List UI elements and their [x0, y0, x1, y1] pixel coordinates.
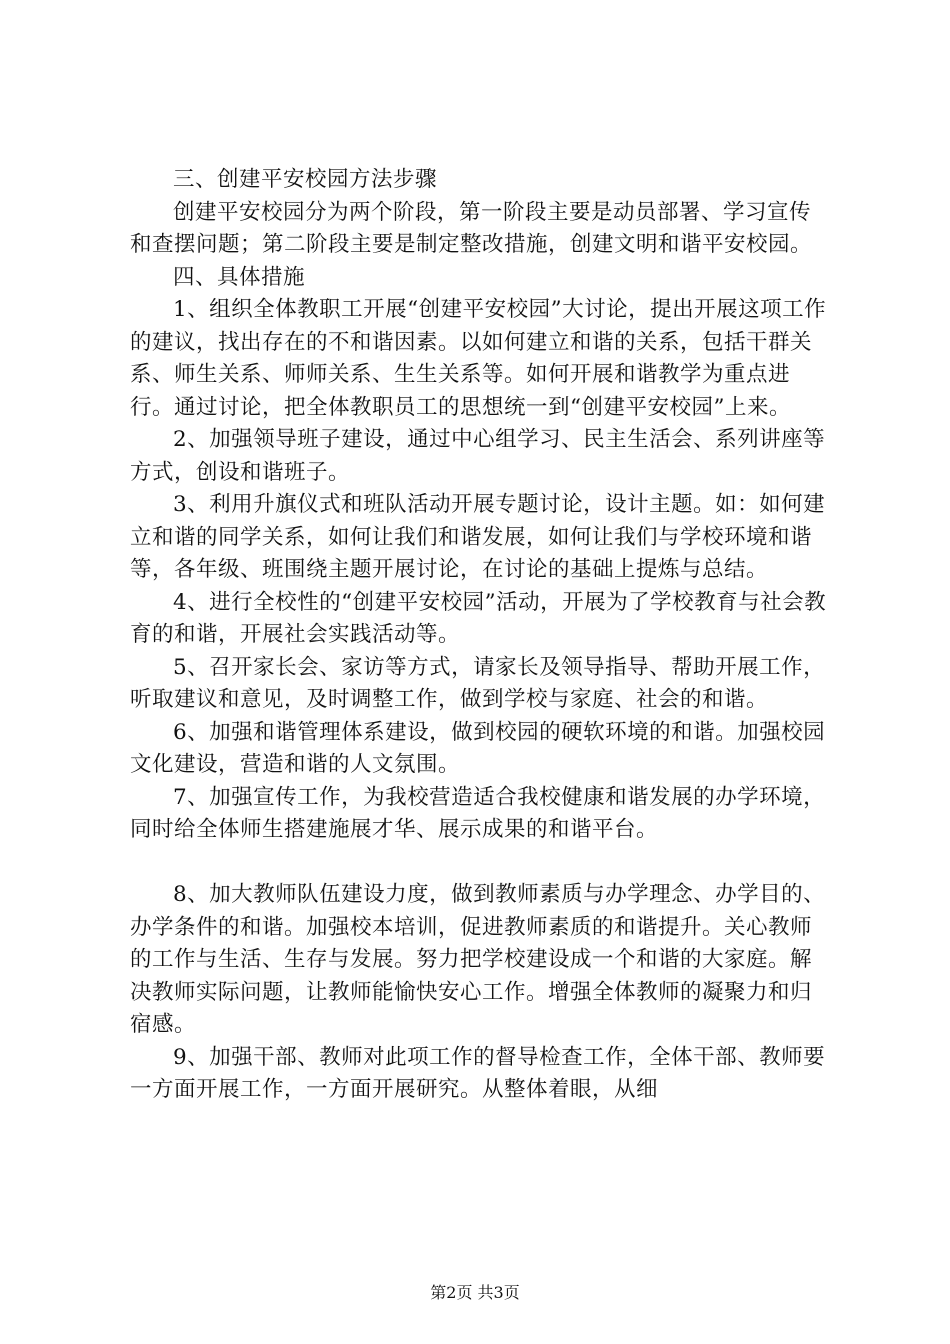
paragraph-stages: 创建平安校园分为两个阶段，第一阶段主要是动员部署、学习宣传和查摆问题；第二阶段主要是制定整改措施，创建文明和谐平安校园。: [130, 199, 813, 257]
measure-item-5: 5、召开家长会、家访等方式，请家长及领导指导、帮助开展工作，听取建议和意见，及时调整工作，做到学校与家庭、社会的和谐。: [130, 654, 826, 712]
measure-item-7: 7、加强宣传工作，为我校营造适合我校健康和谐发展的办学环境，同时给全体师生搭建施展才华、展示成果的和谐平台。: [130, 784, 826, 842]
measure-item-2: 2、加强领导班子建设，通过中心组学习、民主生活会、系列讲座等方式，创设和谐班子。: [130, 427, 826, 485]
document-body: [130, 164, 830, 1107]
measure-item-8: 8、加大教师队伍建设力度，做到教师素质与办学理念、办学目的、办学条件的和谐。加强校本培训，促进教师素质的和谐提升。关心教师的工作与生活、生存与发展。努力把学校建设成一个和谐的大家庭。解决教师实际问题，让教师能愉快安心工作。增强全体教师的凝聚力和归宿感。: [130, 882, 826, 1037]
measure-item-4: 4、进行全校性的“创建平安校园”活动，开展为了学校教育与社会教育的和谐，开展社会实践活动等。: [130, 589, 827, 647]
heading-method-steps: 三、创建平安校园方法步骤: [173, 167, 438, 192]
measure-item-9: 9、加强干部、教师对此项工作的督导检查工作，全体干部、教师要一方面开展工作，一方面开展研究。从整体着眼，从细: [130, 1044, 826, 1102]
heading-specific-measures: 四、具体措施: [173, 264, 306, 290]
blank-line: [130, 847, 830, 880]
measure-item-6: 6、加强和谐管理体系建设，做到校园的硬软环境的和谐。加强校园文化建设，营造和谐的人文氛围。: [130, 719, 826, 777]
measure-item-1: 1、组织全体教职工开展“创建平安校园”大讨论，提出开展这项工作的建议，找出存在的不和谐因素。以如何建立和谐的关系，包括干群关系、师生关系、师师关系、生生关系等。如何开展和谐教学为重点进行。通过讨论，把全体教职员工的思想统一到“创建平安校园”上来。: [130, 297, 827, 420]
measure-item-3: 3、利用升旗仪式和班队活动开展专题讨论，设计主题。如：如何建立和谐的同学关系，如何让我们和谐发展，如何让我们与学校环境和谐等，各年级、班围绕主题开展讨论，在讨论的基础上提炼与总结。: [130, 492, 826, 582]
page-number-footer: 第2页 共3页: [430, 1283, 520, 1302]
